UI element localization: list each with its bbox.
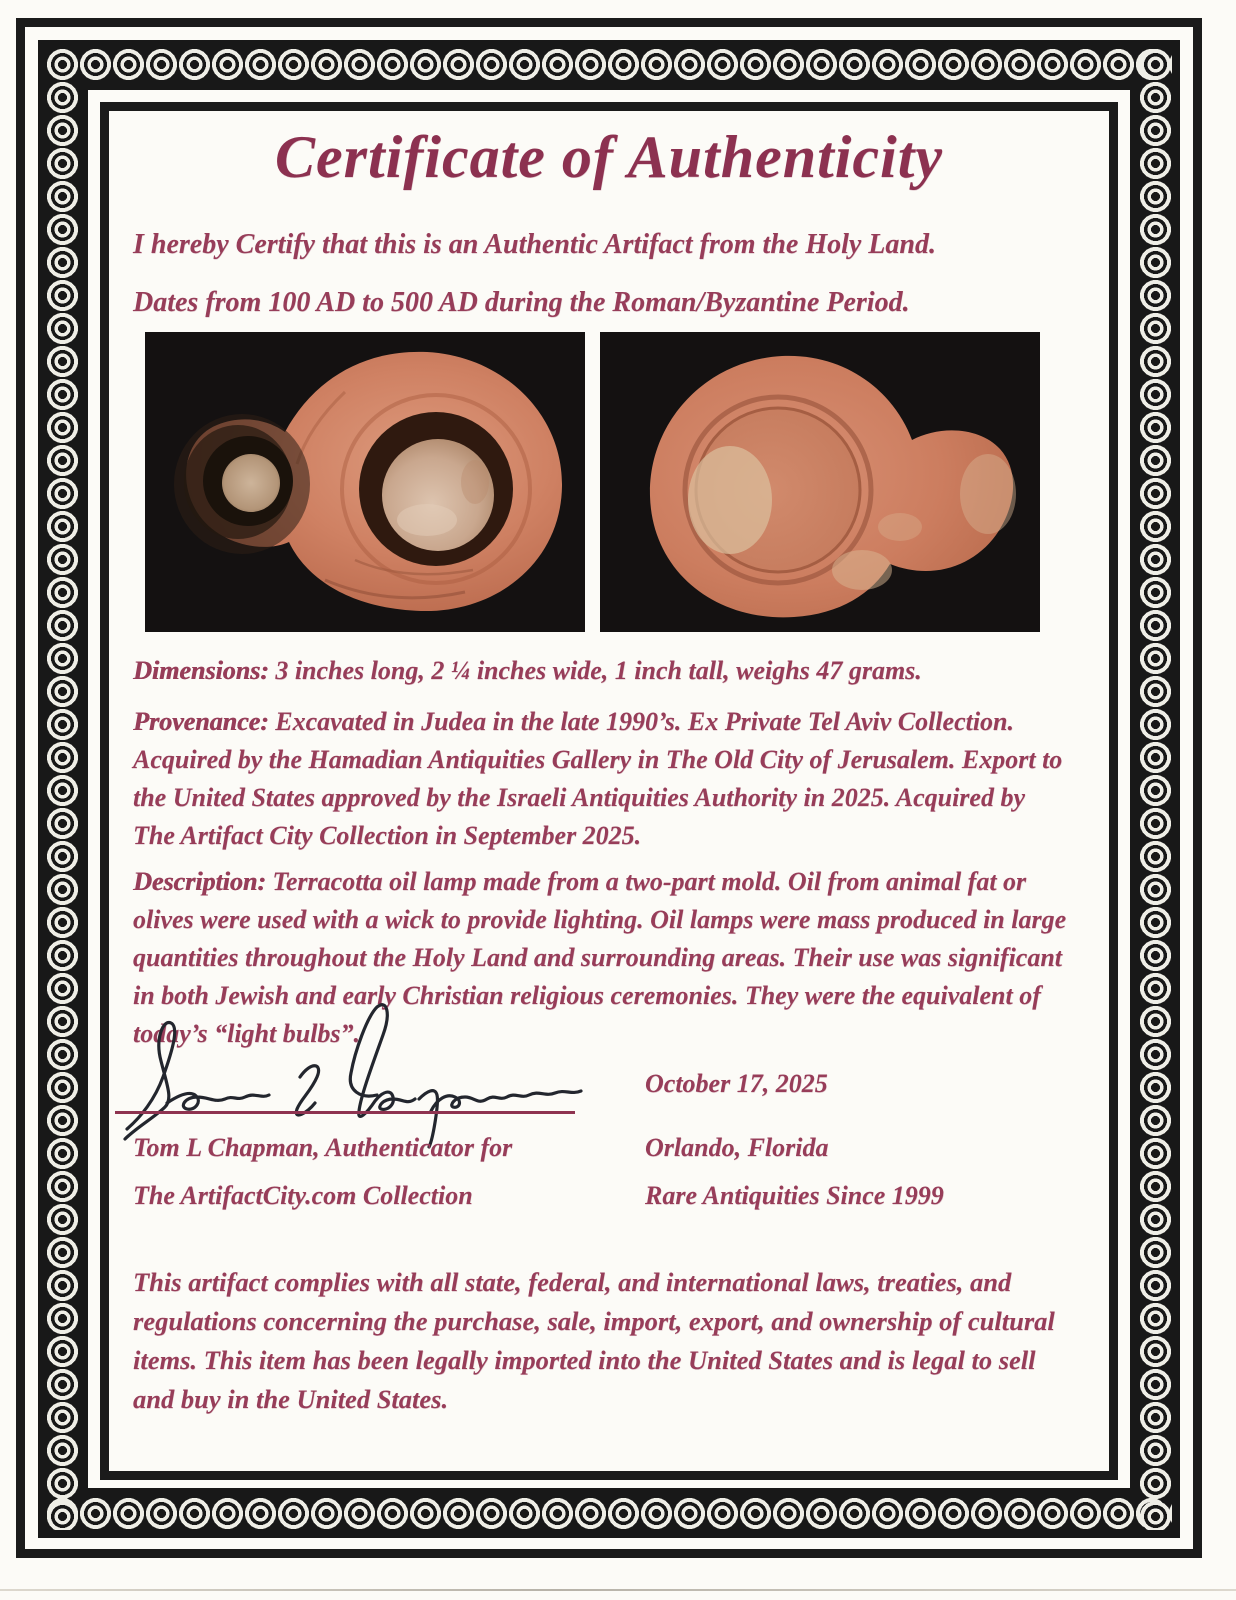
circle-band-right bbox=[1139, 48, 1172, 1530]
certificate-date: October 17, 2025 bbox=[645, 1069, 828, 1098]
artifact-photo-top-view bbox=[145, 332, 585, 632]
description-label: Description: bbox=[133, 867, 266, 896]
signature-underline bbox=[115, 1111, 575, 1114]
description-text: Terracotta oil lamp made from a two-part mold. Oil from animal fat or olives were used with a wick to provide lighting. Oil lamps were mass produced in large quantities throughout the Holy Land and surrounding areas. Their use was significant in both Jewish and early Christian religious ceremonies. They were the equivalent of today’s “light bulbs”. bbox=[133, 867, 1067, 1048]
circle-band-bottom bbox=[46, 1497, 1172, 1530]
signer-name-line: Tom L Chapman, Authenticator for bbox=[133, 1133, 513, 1162]
certificate-location: Orlando, Florida bbox=[645, 1133, 829, 1162]
signer-collection-line: The ArtifactCity.com Collection bbox=[133, 1181, 473, 1210]
handwritten-signature bbox=[115, 999, 605, 1149]
artifact-photo-bottom-view bbox=[600, 332, 1040, 632]
dimensions-text: 3 inches long, 2 ¼ inches wide, 1 inch tall, weighs 47 grams. bbox=[268, 656, 922, 685]
certificate-content bbox=[109, 111, 1109, 1471]
circle-band-left bbox=[46, 48, 79, 1530]
scan-edge-artifact bbox=[0, 1589, 1236, 1591]
dimensions-label: Dimensions: bbox=[133, 656, 269, 685]
intro-line-2: Dates from 100 AD to 500 AD during the Roman/Byzantine Period. bbox=[133, 287, 910, 318]
provenance-text: Excavated in Judea in the late 1990’s. Ex Private Tel Aviv Collection. Acquired by the Hamadian Antiquities Gallery in The Old City of Jerusalem. Export to the United States approved by the Israeli Antiquities Authority in 2025. Acquired by The Artifact City Collection in September 2025. bbox=[133, 707, 1063, 850]
certificate-title: Certificate of Authenticity bbox=[274, 124, 944, 190]
provenance-label: Provenance: bbox=[133, 707, 269, 736]
circle-band-top bbox=[46, 48, 1172, 81]
intro-line-1: I hereby Certify that this is an Authentic Artifact from the Holy Land. bbox=[133, 229, 936, 260]
legal-compliance-paragraph: This artifact complies with all state, federal, and international laws, treaties, and regulations concerning the purchase, sale, import, export, and ownership of cultural items. This item has been legally imported into the United States and is legal to sell and buy in the United States. bbox=[133, 1267, 1055, 1414]
dimensions-paragraph bbox=[133, 652, 1083, 690]
provenance-paragraph bbox=[133, 703, 1071, 855]
company-tagline: Rare Antiquities Since 1999 bbox=[645, 1181, 944, 1210]
